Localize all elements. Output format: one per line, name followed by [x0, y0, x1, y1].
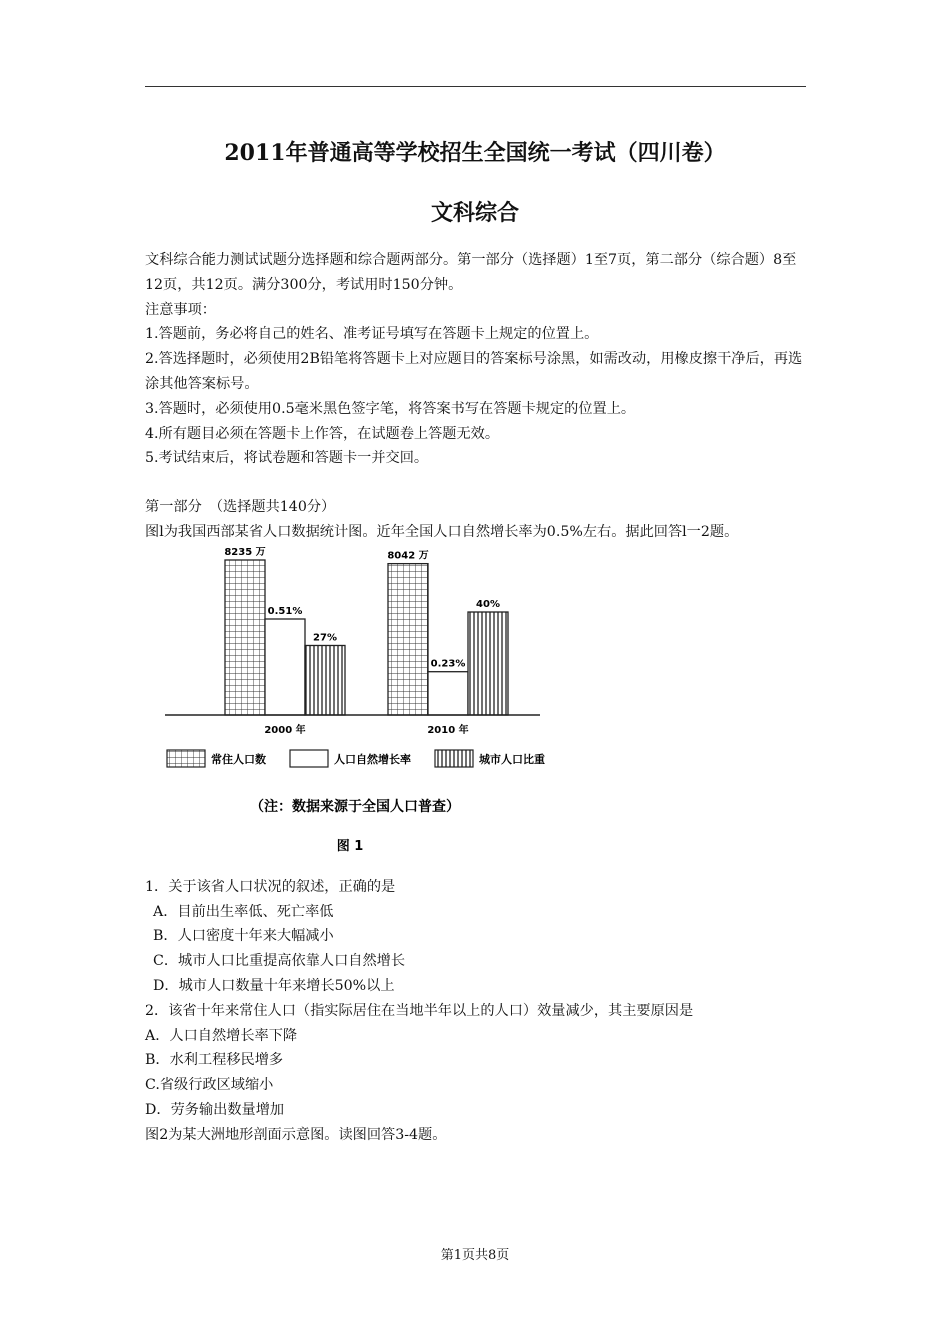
answer-option: B．水利工程移民增多 — [145, 1052, 284, 1069]
legend-label: 城市人口比重 — [479, 752, 545, 766]
answer-option: D．劳务输出数量增加 — [145, 1101, 285, 1118]
data-label: 8235 万 — [224, 546, 266, 558]
answer-option: A．人口自然增长率下降 — [145, 1027, 298, 1044]
intro-paragraph: 文科综合能力测试试题分选择题和综合题两部分。第一部分（选择题）1至7页，第二部分（综合题）8至12页，共12页。满分300分，考试用时150分钟。 — [145, 252, 797, 293]
part-heading: 第一部分 （选择题共140分） — [145, 499, 336, 516]
figure-intro: 图2为某大洲地形剖面示意图。读图回答3-4题。 — [145, 1126, 447, 1143]
question-stem: 1．关于该省人口状况的叙述，正确的是 — [145, 878, 396, 895]
urban-share-bar — [305, 645, 345, 715]
data-label: 0.51% — [267, 605, 303, 617]
legend-label: 人口自然增长率 — [334, 752, 411, 766]
data-label: 0.23% — [430, 658, 466, 670]
answer-option: D．城市人口数量十年来增长50%以上 — [153, 977, 395, 994]
urban-share-bar — [468, 612, 508, 715]
legend-swatch — [435, 750, 473, 767]
population-chart — [145, 547, 565, 869]
notice-item: 5.考试结束后，将试卷题和答题卡一并交回。 — [145, 450, 429, 467]
legend-swatch — [167, 750, 205, 767]
page-footer: 第1页共8页 — [440, 1248, 510, 1263]
notice-item: 4.所有题目必须在答题卡上作答，在试题卷上答题无效。 — [145, 425, 500, 442]
exam-subtitle: 文科综合 — [430, 200, 519, 226]
document-body — [145, 248, 807, 1148]
notice-item: 3.答题时，必须使用0.5毫米黑色签字笔，将答案书写在答题卡规定的位置上。 — [145, 400, 636, 417]
exam-title: 2011年普通高等学校招生全国统一考试（四川卷） — [224, 140, 726, 166]
category-label: 2000 年 — [264, 724, 306, 736]
header-rule — [145, 86, 806, 87]
legend-label: 常住人口数 — [211, 752, 266, 766]
question-stem: 2．该省十年来常住人口（指实际居住在当地半年以上的人口）效量减少，其主要原因是 — [145, 1002, 694, 1019]
legend-swatch — [290, 750, 328, 767]
figure-caption: 图 1 — [336, 838, 364, 854]
answer-option: B．人口密度十年来大幅减小 — [153, 928, 334, 945]
notice-item: 1.答题前，务必将自己的姓名、准考证号填写在答题卡上规定的位置上。 — [145, 326, 599, 343]
category-label: 2010 年 — [427, 724, 469, 736]
data-label: 40% — [476, 598, 500, 610]
resident-population-bar — [388, 563, 428, 714]
figure-intro: 图l为我国西部某省人口数据统计图。近年全国人口自然增长率为0.5%左右。据此回答l一2题。 — [145, 523, 739, 540]
figure-1 — [145, 547, 565, 869]
answer-option: C．城市人口比重提高依靠人口自然增长 — [153, 953, 406, 970]
answer-option: C.省级行政区域缩小 — [145, 1077, 274, 1094]
natural-growth-rate-bar — [428, 671, 468, 714]
notice-heading: 注意事项： — [145, 301, 216, 318]
data-label: 8042 万 — [387, 550, 429, 562]
resident-population-bar — [225, 560, 265, 715]
notice-item: 2.答选择题时，必须使用2B铅笔将答题卡上对应题目的答案标号涂黑，如需改动，用橡皮擦干净后，再选涂其他答案标号。 — [145, 351, 803, 392]
data-label: 27% — [313, 632, 337, 644]
natural-growth-rate-bar — [265, 619, 305, 715]
answer-option: A．目前出生率低、死亡率低 — [153, 903, 334, 920]
chart-note: （注：数据来源于全国人口普查） — [250, 798, 460, 815]
